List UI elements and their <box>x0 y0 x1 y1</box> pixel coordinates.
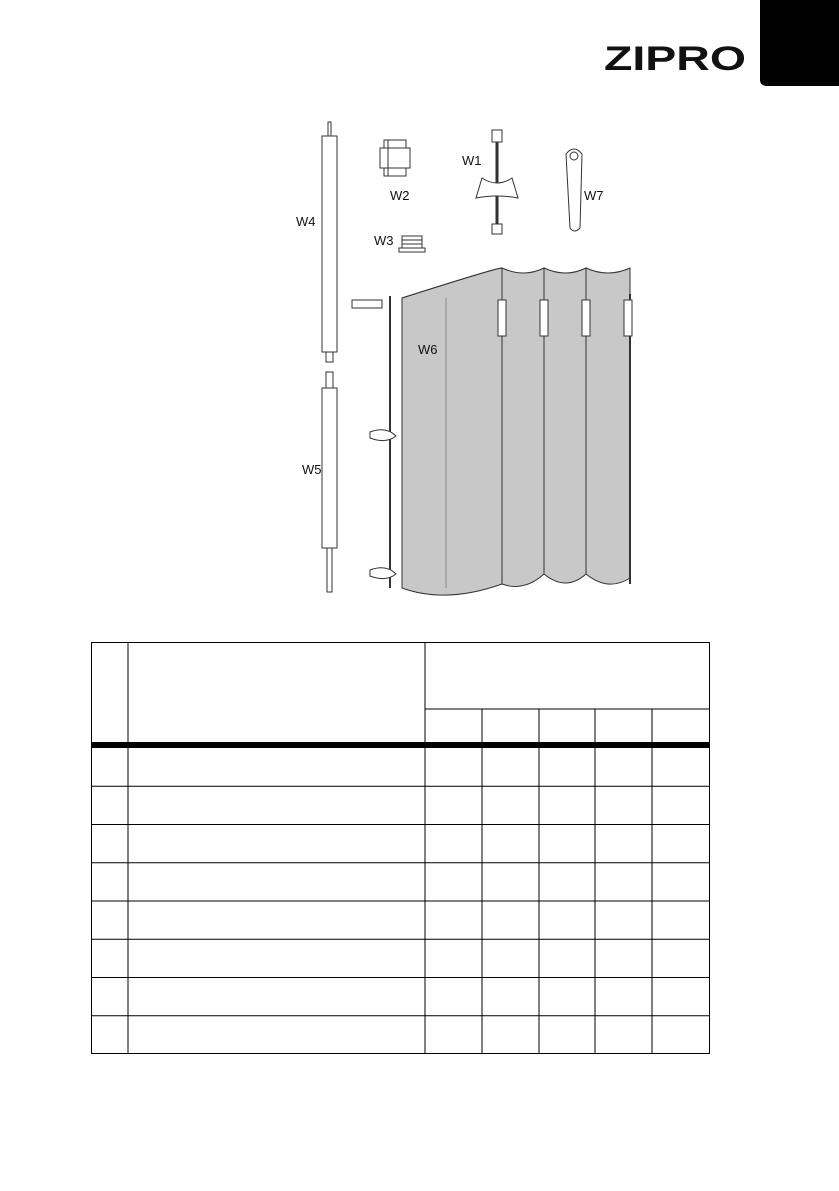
net-w6 <box>352 268 632 595</box>
label-w6: W6 <box>418 342 438 357</box>
label-w5: W5 <box>302 462 322 477</box>
label-w2: W2 <box>390 188 410 203</box>
label-w3: W3 <box>374 233 394 248</box>
label-w1: W1 <box>462 153 482 168</box>
pole-w5 <box>322 372 337 592</box>
pole-w4 <box>322 122 337 362</box>
cap-w3 <box>399 236 425 252</box>
zipro-logo <box>604 40 746 76</box>
parts-diagram <box>296 118 658 618</box>
parts-table <box>91 642 710 1054</box>
wrench-w7 <box>566 149 582 231</box>
bolt-w1 <box>476 130 518 234</box>
connector-w2 <box>380 140 410 176</box>
label-w7: W7 <box>584 188 604 203</box>
logo-text: ZIPRO <box>604 40 746 76</box>
label-w4: W4 <box>296 214 316 229</box>
page-tab-marker <box>760 0 839 86</box>
